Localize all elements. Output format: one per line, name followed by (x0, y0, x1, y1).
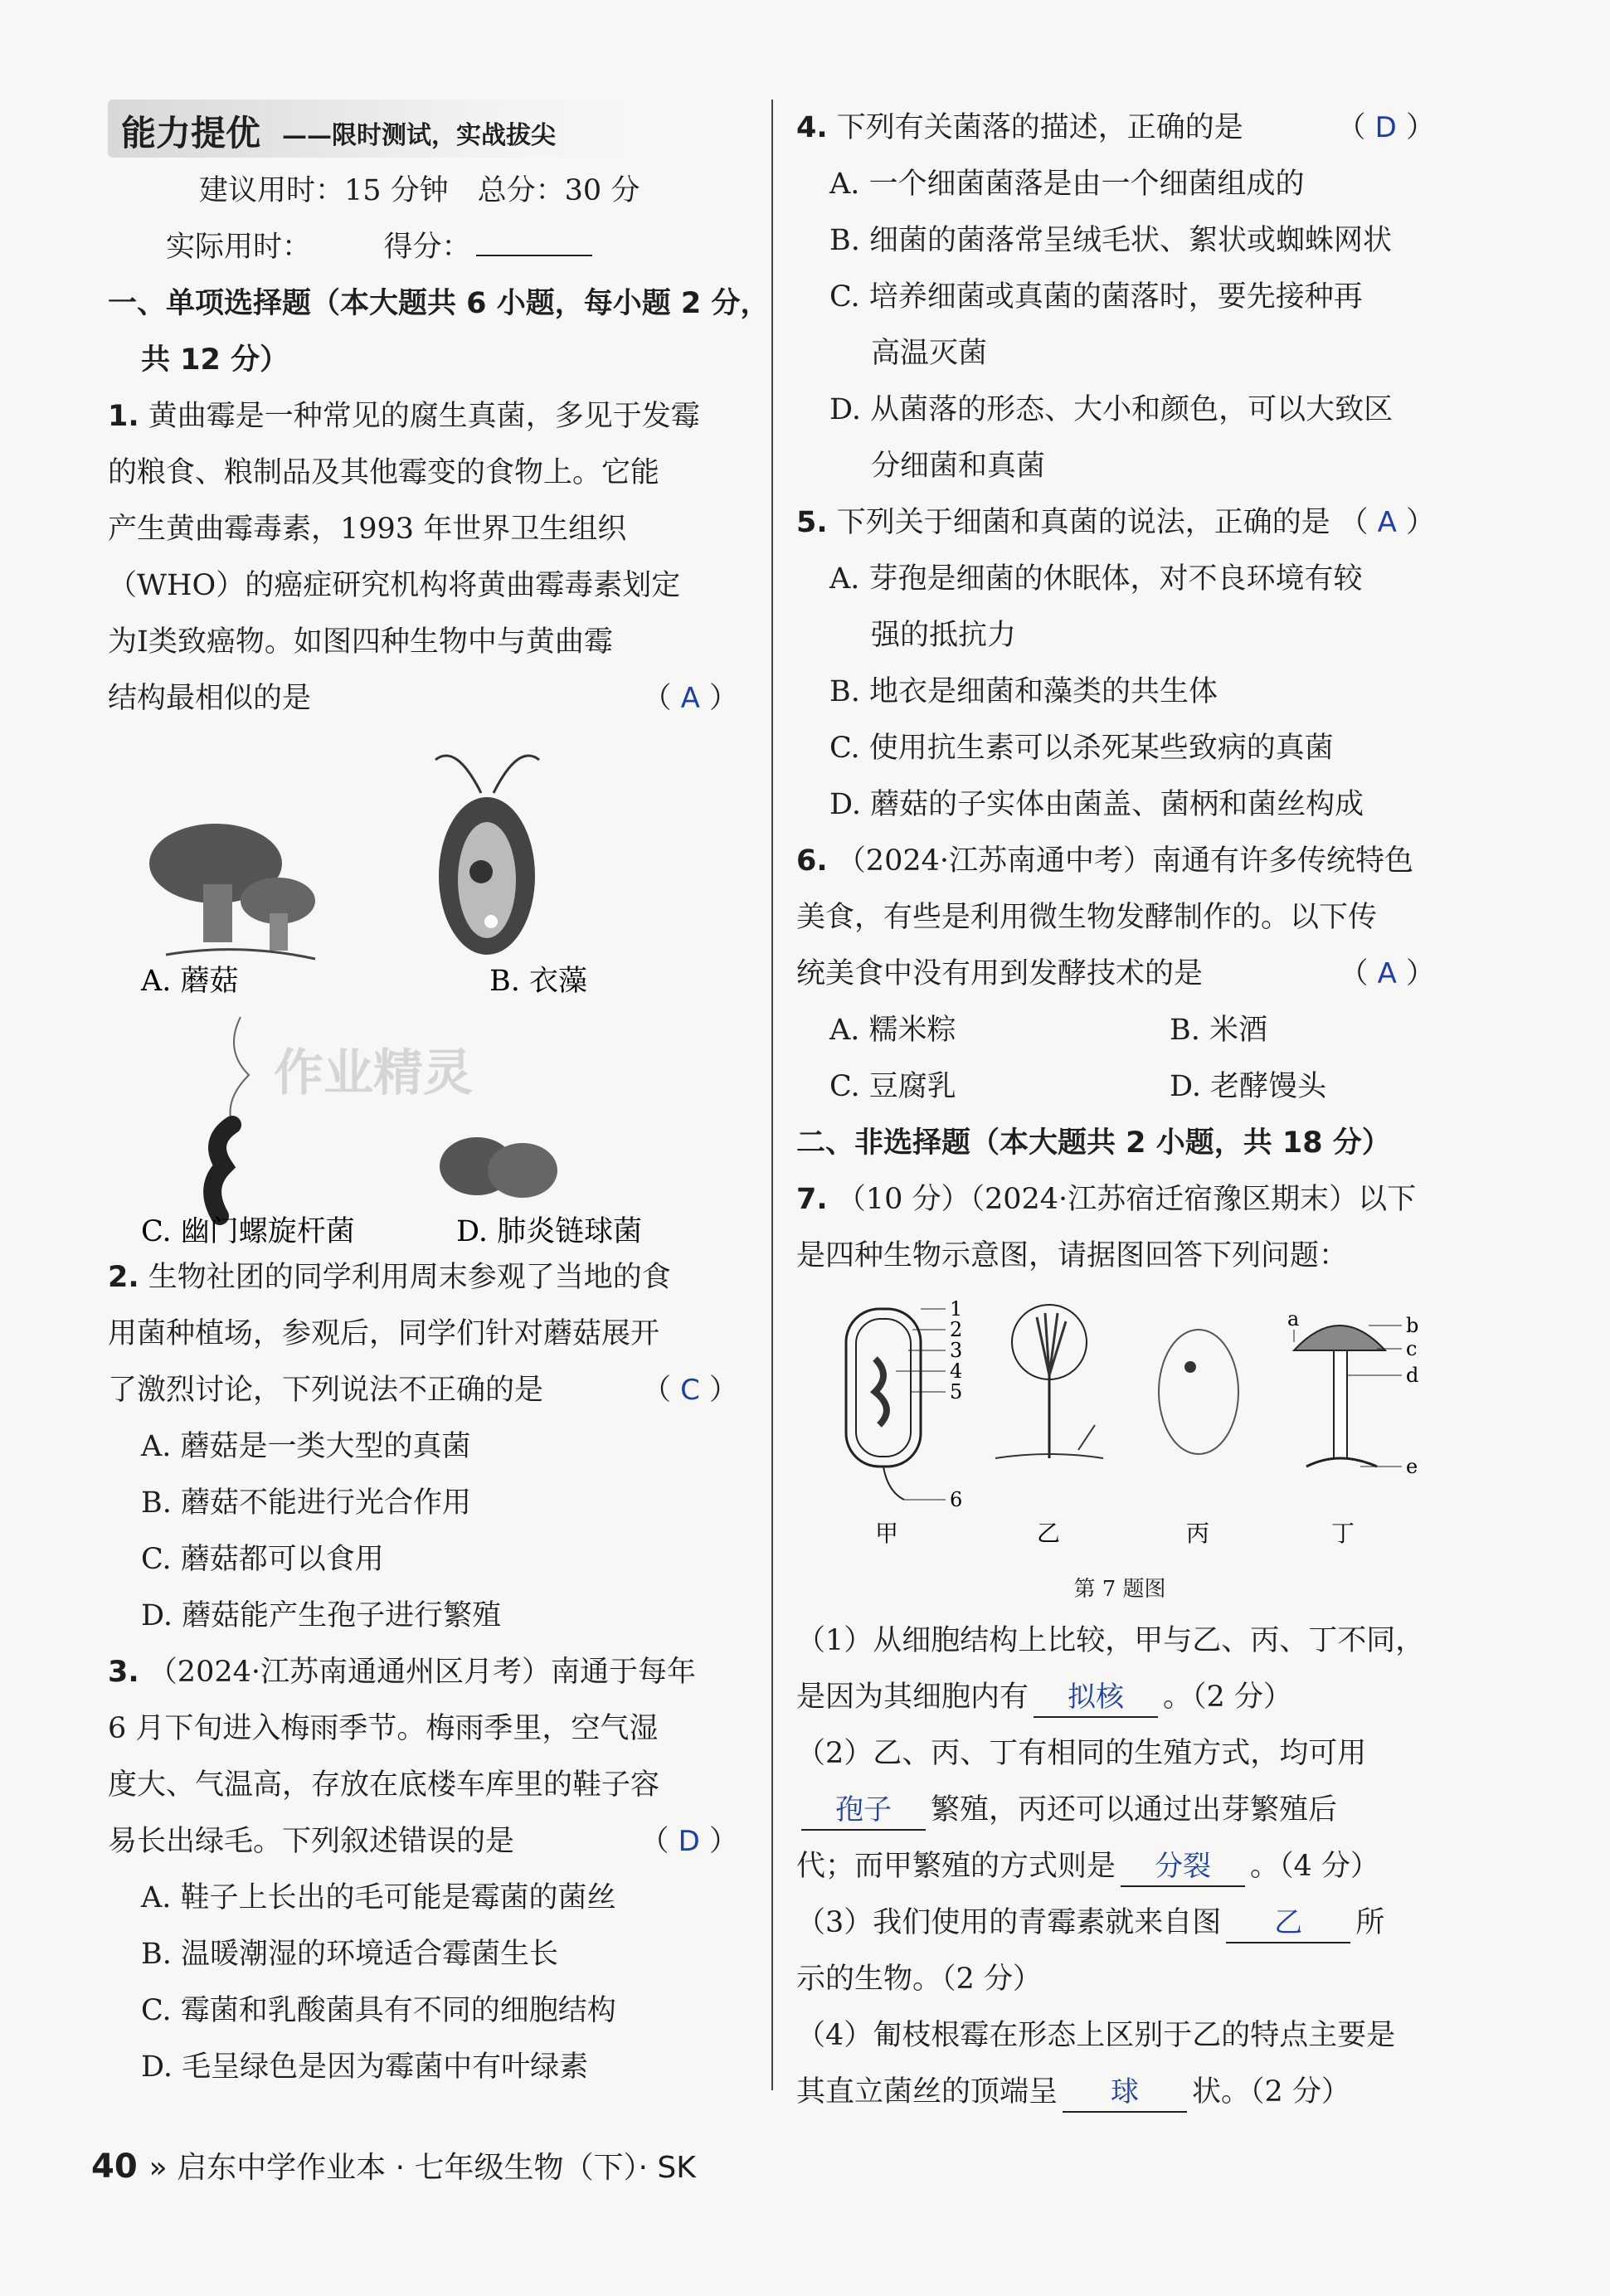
q3-answer: D (678, 1825, 700, 1858)
page-footer (91, 2144, 696, 2187)
svg-text:6: 6 (950, 1488, 963, 1511)
svg-text:d: d (1406, 1364, 1419, 1387)
q2-line: 2. 生物社团的同学利用周末参观了当地的食 (108, 1261, 671, 1294)
q6-options-row (796, 1058, 1443, 1115)
q1-figures-bottom (108, 1000, 747, 1249)
q7-line: 是四种生物示意图，请据图回答下列问题： (796, 1239, 1349, 1272)
q4-option: C. 培养细菌或真菌的菌落时，要先接种再 (829, 280, 1363, 314)
score-blank[interactable] (476, 255, 592, 256)
bacterium-jia (846, 1297, 962, 1511)
svg-text:e: e (1406, 1455, 1418, 1478)
mushroom-ding (1287, 1307, 1418, 1478)
q6-answer: A (1377, 957, 1397, 990)
column-divider (771, 100, 773, 2090)
svg-text:b: b (1406, 1314, 1419, 1337)
q4-option: D. 从菌落的形态、大小和颜色，可以大致区 (829, 393, 1394, 426)
q2-option: A. 蘑菇是一类大型的真菌 (141, 1430, 471, 1463)
q1-caption-c: C. 幽门螺旋杆菌 (141, 1215, 355, 1248)
svg-text:2: 2 (950, 1318, 963, 1341)
q2-option: C. 蘑菇都可以食用 (141, 1543, 384, 1576)
q3-line: 3. （2024·江苏南通通州区月考）南通于每年 (108, 1656, 696, 1689)
q7-p4: （4）匍枝根霉在形态上区别于乙的特点主要是 (796, 2019, 1396, 2052)
q1-figures-top (108, 727, 747, 1000)
q1-line: 为Ⅰ类致癌物。如图四种生物中与黄曲霉 (108, 625, 613, 659)
q1-line: 1. 黄曲霉是一种常见的腐生真菌，多见于发霉 (108, 400, 700, 433)
q7-p3: 示的生物。（2 分） (796, 1963, 1042, 1996)
q4-option-cont: 分细菌和真菌 (871, 450, 1046, 483)
section-banner (108, 100, 639, 158)
q1-line: 产生黄曲霉毒素，1993 年世界卫生组织 (108, 513, 627, 546)
q1-line: 结构最相似的是 （ A ） (108, 670, 747, 727)
q7-fig-caption: 第 7 题图 (1073, 1577, 1166, 1602)
banner-subtitle: ——限时测试，实战拔尖 (282, 121, 556, 150)
q7-answer-2[interactable]: 孢子 (801, 1791, 926, 1831)
penicillium-yi (995, 1305, 1103, 1458)
q4-line: 4. 下列有关菌落的描述，正确的是 （ D ） (796, 100, 1443, 156)
chevron-right-icon: » (148, 2151, 168, 2185)
q7-figure (796, 1284, 1443, 1566)
right-column (796, 100, 1443, 2120)
helicobacter-figure (212, 1017, 249, 1216)
q3-line: 易长出绿毛。下列叙述错误的是 （ D ） (108, 1813, 747, 1870)
svg-text:c: c (1406, 1337, 1418, 1360)
q4-answer-paren: （ D ） (1336, 111, 1435, 144)
q7-p2: 孢子 繁殖，丙还可以通过出芽繁殖后 (796, 1782, 1443, 1838)
q5-answer: A (1377, 506, 1397, 539)
q1-line: 的粮食、粮制品及其他霉变的食物上。它能 (108, 456, 660, 489)
q7-p2: （2）乙、丙、丁有相同的生殖方式，均可用 (796, 1737, 1367, 1770)
q3-answer-paren: （ D ） (640, 1825, 738, 1858)
q5-option: B. 地衣是细菌和藻类的共生体 (829, 675, 1218, 708)
q7-answer-5[interactable]: 球 (1063, 2073, 1187, 2113)
watermark: 作业精灵 (274, 1044, 473, 1102)
mushroom-figure (149, 824, 315, 959)
q3-line: 度大、气温高，存放在底楼车库里的鞋子容 (108, 1768, 660, 1802)
q5-option: C. 使用抗生素可以杀死某些致病的真菌 (829, 732, 1334, 765)
svg-text:4: 4 (950, 1360, 963, 1383)
q7-line: 7. （10 分）（2024·江苏宿迁宿豫区期末）以下 (796, 1183, 1417, 1216)
q3-option: A. 鞋子上长出的毛可能是霉菌的菌丝 (141, 1881, 616, 1914)
svg-text:5: 5 (950, 1380, 963, 1403)
fig-label-ding: 丁 (1331, 1520, 1355, 1547)
q6-line: 统美食中没有用到发酵技术的是 （ A ） (796, 946, 1443, 1002)
q2-answer: C (680, 1374, 700, 1407)
q2-option: D. 蘑菇能产生孢子进行繁殖 (141, 1599, 502, 1632)
q1-figure-mushroom-alga (108, 727, 747, 1000)
q7-p3: （3）我们使用的青霉素就来自图 乙 所 (796, 1895, 1443, 1951)
section2-title: 二、非选择题（本大题共 2 小题，共 18 分） (796, 1126, 1391, 1160)
page-number: 40 (91, 2148, 138, 2186)
chlamydomonas-figure (435, 756, 539, 955)
section1-title2: 共 12 分） (141, 343, 289, 377)
q6-options-row (796, 1002, 1443, 1058)
q6-answer-paren: （ A ） (1339, 957, 1435, 990)
q5-line: 5. 下列关于细菌和真菌的说法，正确的是 （ A ） (796, 494, 1443, 551)
q2-option: B. 蘑菇不能进行光合作用 (141, 1486, 471, 1520)
q1-answer-paren: （ A ） (642, 682, 738, 715)
q3-option: B. 温暖潮湿的环境适合霉菌生长 (141, 1938, 558, 1971)
q4-option: A. 一个细菌菌落是由一个细菌组成的 (829, 168, 1305, 201)
q4-answer: D (1374, 111, 1397, 144)
q7-answer-1[interactable]: 拟核 (1034, 1678, 1158, 1718)
q4-option-cont: 高温灭菌 (871, 337, 988, 370)
banner-title: 能力提优 (121, 113, 261, 153)
q2-line: 了激烈讨论，下列说法不正确的是 （ C ） (108, 1362, 747, 1418)
footer-text: 启东中学作业本 · 七年级生物（下）· SK (177, 2151, 696, 2185)
q3-option: C. 霉菌和乳酸菌具有不同的细胞结构 (141, 1994, 616, 2027)
fig-label-jia: 甲 (875, 1520, 899, 1547)
q5-option-cont: 强的抵抗力 (871, 619, 1017, 652)
q5-answer-paren: （ A ） (1339, 506, 1435, 539)
q6-option: A. 糯米粽 (829, 1014, 956, 1047)
q6-line: 6. （2024·江苏南通中考）南通有许多传统特色 (796, 844, 1413, 878)
q2-line: 用菌种植场，参观后，同学们针对蘑菇展开 (108, 1317, 660, 1350)
q7-diagram (829, 1292, 1427, 1566)
q5-option: D. 蘑菇的子实体由菌盖、菌柄和菌丝构成 (829, 788, 1364, 821)
q2-answer-paren: （ C ） (641, 1374, 738, 1407)
q3-option: D. 毛呈绿色是因为霉菌中有叶绿素 (141, 2050, 589, 2084)
q5-option: A. 芽孢是细菌的休眠体，对不良环境有较 (829, 562, 1363, 596)
q7-p1: 是因为其细胞内有 拟核 。（2 分） (796, 1669, 1443, 1725)
fig-label-bing: 丙 (1186, 1520, 1210, 1547)
q7-p1: （1）从细胞结构上比较，甲与乙、丙、丁不同， (796, 1624, 1425, 1657)
q3-line: 6 月下旬进入梅雨季节。梅雨季里，空气湿 (108, 1712, 659, 1745)
fig-label-yi: 乙 (1037, 1520, 1061, 1547)
q6-option: C. 豆腐乳 (829, 1070, 956, 1103)
q7-answer-3[interactable]: 分裂 (1121, 1847, 1245, 1887)
pneumococcus-figure (440, 1137, 557, 1198)
left-column (108, 100, 770, 2095)
q6-line: 美食，有些是利用微生物发酵制作的。以下传 (796, 901, 1378, 934)
q1-caption-b: B. 衣藻 (489, 965, 587, 998)
yeast-bing (1159, 1330, 1238, 1454)
q7-answer-4[interactable]: 乙 (1226, 1904, 1350, 1943)
q1-caption-d: D. 肺炎链球菌 (456, 1215, 643, 1248)
q1-caption-a: A. 蘑菇 (141, 965, 239, 998)
section1-title: 一、单项选择题（本大题共 6 小题，每小题 2 分， (108, 287, 770, 320)
svg-text:1: 1 (950, 1297, 963, 1321)
svg-text:a: a (1287, 1307, 1300, 1330)
suggest-time: 建议用时：15 分钟 总分：30 分 (199, 174, 640, 207)
q6-option: D. 老酵馒头 (1170, 1070, 1327, 1103)
q7-p4: 其直立菌丝的顶端呈 球 状。（2 分） (796, 2064, 1443, 2120)
q1-line: （WHO）的癌症研究机构将黄曲霉毒素划定 (108, 569, 681, 602)
actual-time: 实际用时： 得分： (108, 219, 747, 275)
q1-answer: A (680, 682, 700, 715)
svg-text:3: 3 (950, 1339, 963, 1362)
q7-p2: 代；而甲繁殖的方式则是 分裂 。（4 分） (796, 1838, 1443, 1895)
q6-option: B. 米酒 (1170, 1014, 1267, 1047)
q4-option: B. 细菌的菌落常呈绒毛状、絮状或蜘蛛网状 (829, 224, 1392, 257)
